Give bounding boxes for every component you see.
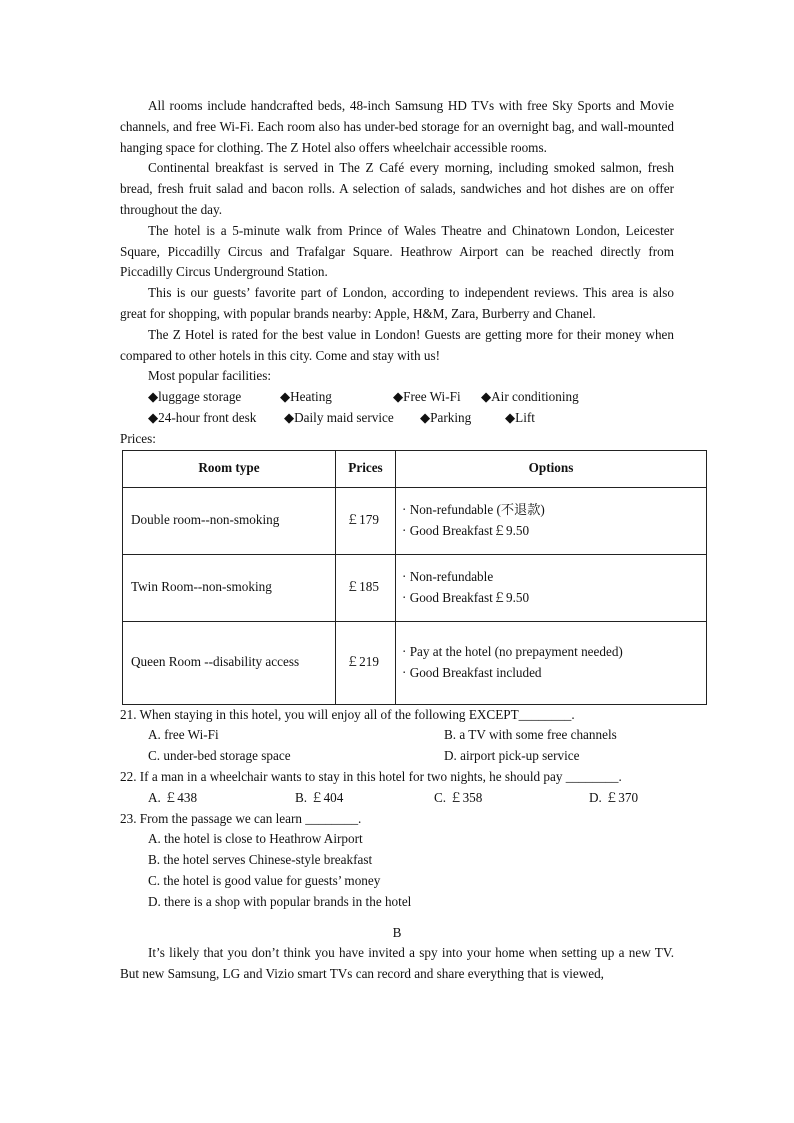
paragraph-location: The hotel is a 5-minute walk from Prince of Wales Theatre and Chinatown London, Leicester Square, Piccadilly Circus and Trafalgar Square. Heathrow Airport can be reached directly from Piccadilly Circus Underground Station. — [120, 222, 674, 280]
option-line: · Good Breakfast included — [402, 664, 542, 680]
room-type-cell: Double room--non-smoking — [123, 487, 336, 554]
option-line: · Good Breakfast￡9.50 — [402, 589, 530, 605]
option-b: B. a TV with some free channels — [444, 727, 617, 743]
paragraph-value: The Z Hotel is rated for the best value in London! Guests are getting more for their money when compared to other hotels in this city. Come and stay with us! — [120, 326, 674, 363]
section-b-heading: B — [392, 924, 402, 940]
paragraph-breakfast: Continental breakfast is served in The Z Café every morning, including smoked salmon, fresh bread, fresh fruit salad and bacon rolls. A selection of salads, sandwiches and hot dishes are on offer throughout the day. — [120, 160, 674, 217]
option-line: · Good Breakfast￡9.50 — [402, 522, 530, 538]
option-c: C. under-bed storage space — [148, 748, 291, 764]
question-22-stem: 22. If a man in a wheelchair wants to stay in this hotel for two nights, he should pay ________. — [120, 768, 622, 784]
option-c: C. the hotel is good value for guests’ money — [148, 872, 381, 888]
option-a: A. free Wi-Fi — [148, 727, 219, 743]
price-cell: ￡219 — [336, 621, 396, 704]
header-prices: Prices — [336, 450, 396, 487]
question-22-options — [120, 788, 674, 809]
facility-item: ◆luggage storage — [148, 389, 242, 405]
paragraph-smart-tv: It’s likely that you don’t think you have invited a spy into your home when setting up a new TV. But new Samsung, LG and Vizio smart TVs can record and share everything that is viewed, — [120, 945, 674, 982]
price-cell: ￡179 — [336, 487, 396, 554]
option-c: C. ￡358 — [434, 789, 483, 805]
option-line: · Non-refundable — [402, 568, 494, 584]
header-options: Options — [396, 450, 707, 487]
option-line: · Pay at the hotel (no prepayment needed) — [402, 643, 623, 659]
exam-page — [120, 96, 674, 985]
facility-item: ◆Daily maid service — [284, 409, 394, 425]
facility-item: ◆Air conditioning — [481, 389, 579, 405]
option-line: · Non-refundable (不退款) — [402, 501, 545, 517]
facility-item: ◆Heating — [280, 389, 332, 405]
prices-label: Prices: — [120, 430, 156, 446]
option-d: D. ￡370 — [589, 789, 639, 805]
facility-item: ◆Free Wi-Fi — [393, 389, 461, 405]
options-cell — [396, 621, 707, 704]
price-table — [122, 450, 707, 705]
option-d: D. airport pick-up service — [444, 748, 580, 764]
option-b: B. ￡404 — [295, 789, 344, 805]
table-row — [123, 487, 707, 554]
price-cell: ￡185 — [336, 554, 396, 621]
room-type-cell: Queen Room --disability access — [123, 621, 336, 704]
options-cell — [396, 554, 707, 621]
option-a: A. the hotel is close to Heathrow Airport — [148, 831, 363, 847]
paragraph-rooms: All rooms include handcrafted beds, 48-inch Samsung HD TVs with free Sky Sports and Movie channels, and free Wi-Fi. Each room also has under-bed storage for an overnight bag, and wall-mounted hanging space for clothing. The Z Hotel also offers wheelchair accessible rooms. — [120, 98, 674, 155]
question-21-options-row-1 — [120, 725, 674, 746]
facility-item: ◆Lift — [505, 409, 535, 425]
facilities-label: Most popular facilities: — [148, 368, 272, 384]
option-b: B. the hotel serves Chinese-style breakfast — [148, 852, 373, 868]
paragraph-shopping: This is our guests’ favorite part of London, according to independent reviews. This area is also great for shopping, with popular brands nearby: Apple, H&M, Zara, Burberry and Chanel. — [120, 285, 674, 321]
facilities-row-2 — [120, 408, 674, 429]
option-d: D. there is a shop with popular brands in the hotel — [148, 893, 412, 909]
table-row — [123, 621, 707, 704]
header-room-type: Room type — [123, 450, 336, 487]
table-row — [123, 554, 707, 621]
question-23-stem: 23. From the passage we can learn ________. — [120, 810, 362, 826]
facility-item: ◆24-hour front desk — [148, 409, 257, 425]
facilities-row-1 — [120, 387, 674, 408]
option-a: A. ￡438 — [148, 789, 198, 805]
room-type-cell: Twin Room--non-smoking — [123, 554, 336, 621]
question-21-options-row-2 — [120, 746, 674, 767]
facility-item: ◆Parking — [420, 409, 472, 425]
options-cell — [396, 487, 707, 554]
table-header-row — [123, 450, 707, 487]
question-21-stem: 21. When staying in this hotel, you will enjoy all of the following EXCEPT________. — [120, 706, 575, 722]
